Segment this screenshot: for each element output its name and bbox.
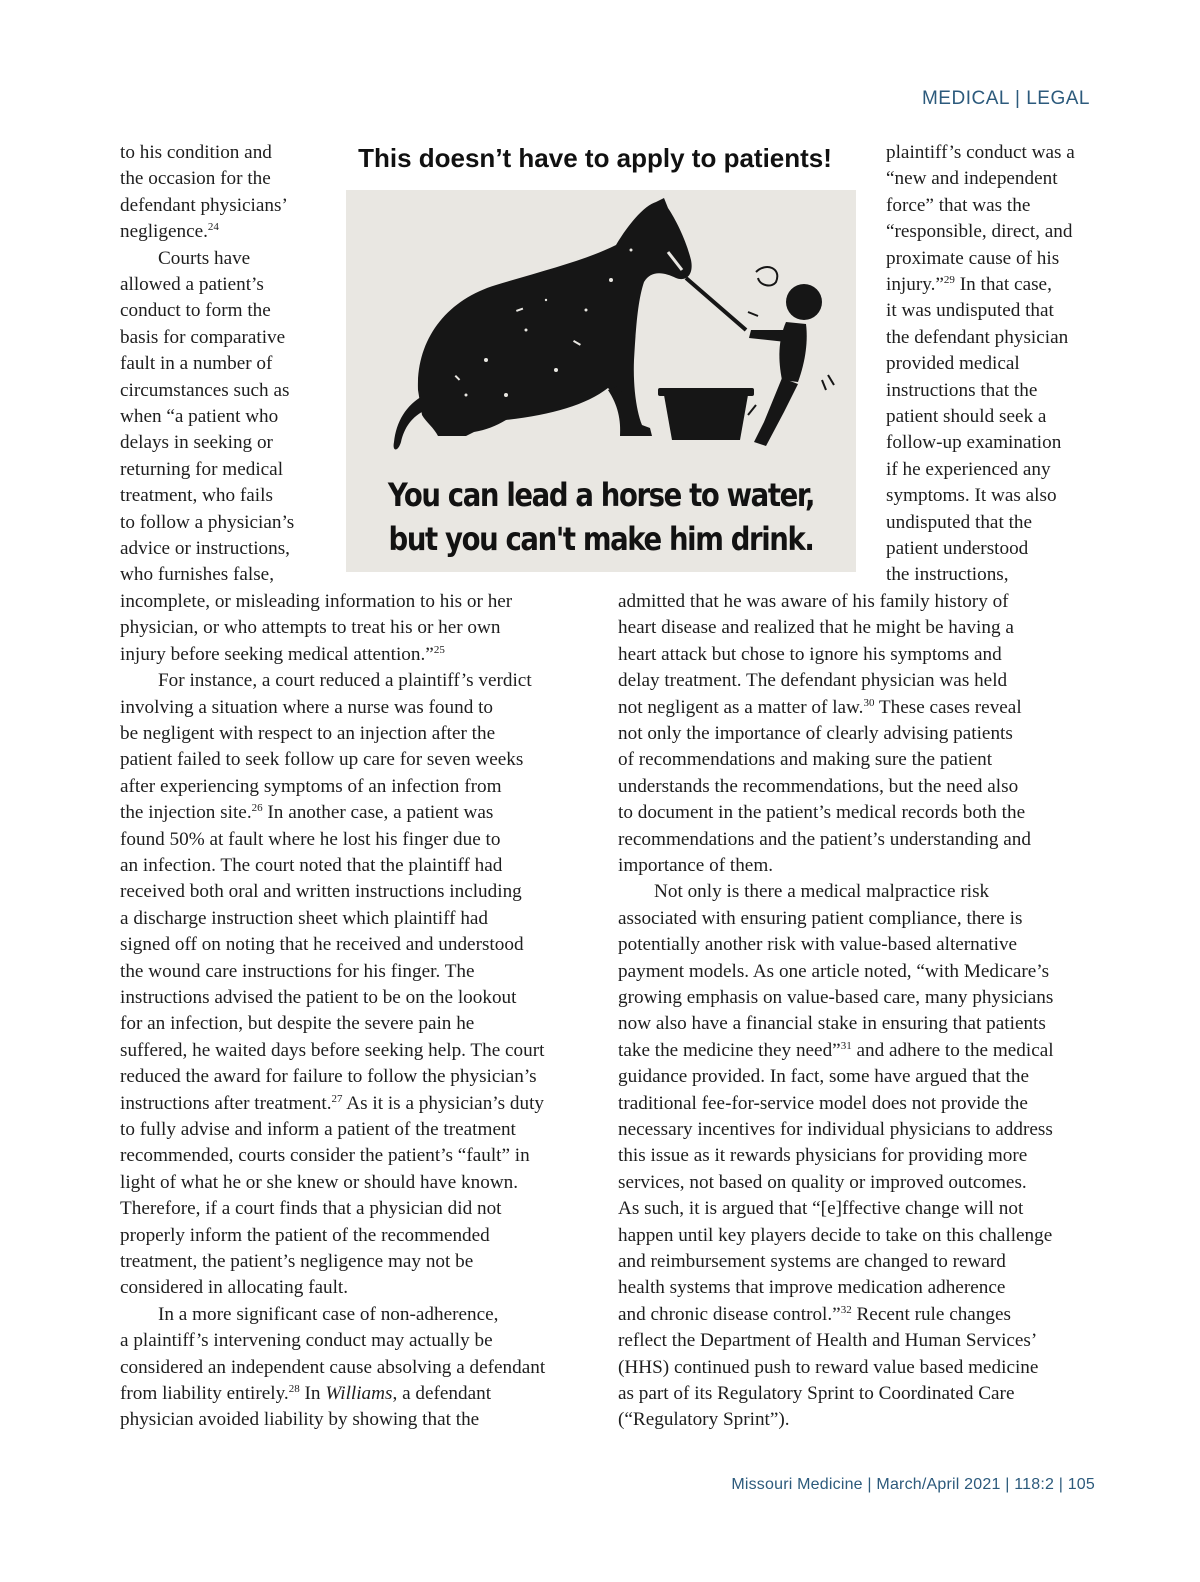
footnote-ref: 32 [840, 1303, 852, 1316]
text-line: the defendant physician [886, 326, 1069, 348]
horse-illustration [346, 190, 856, 572]
text-line: to fully advise and inform a patient of the treatment [120, 1119, 516, 1140]
bucket [664, 395, 748, 440]
text-line: necessary incentives for individual physicians to address [618, 1119, 1053, 1140]
text-line [120, 642, 445, 668]
text-line: fault in a number of [120, 353, 273, 375]
text-line: growing emphasis on value-based care, many physicians [618, 987, 1054, 1008]
text-line: a discharge instruction sheet which plaintiff had [120, 907, 489, 929]
text-line: follow-up examination [886, 432, 1062, 454]
text-line: undisputed that the [886, 511, 1033, 533]
person-figure [749, 284, 822, 446]
text-line: As such, it is argued that “[e]ffective change will not [618, 1198, 1024, 1220]
figure-title: This doesn’t have to apply to patients! [358, 143, 832, 173]
right-column-top [886, 140, 1096, 590]
figure-image [346, 190, 856, 572]
text-line [618, 1038, 1054, 1064]
text-line: patient understood [886, 538, 1029, 559]
text-span: and adhere to the medical [851, 1039, 1054, 1061]
text-line: potentially another risk with value-based alternative [618, 934, 1018, 956]
text-line: symptoms. It was also [886, 485, 1057, 507]
text-line: happen until key players decide to take on this challenge [618, 1224, 1053, 1246]
text-line: force” that was the [886, 194, 1031, 216]
text-line: patient should seek a [886, 406, 1047, 427]
text-line: an infection. The court noted that the plaintiff had [120, 855, 503, 876]
text-span: , a defendant [392, 1383, 492, 1404]
footnote-ref: 30 [863, 696, 875, 709]
caption-line-1: You can lead a horse to water, [387, 477, 815, 515]
text-line: (“Regulatory Sprint”). [618, 1409, 790, 1431]
text-line: services, not based on quality or improved outcomes. [618, 1171, 1027, 1193]
right-column [618, 589, 1098, 1439]
text-line: reflect the Department of Health and Human Services’ [618, 1330, 1038, 1352]
case-name: Williams [325, 1383, 393, 1404]
footnote-ref: 29 [943, 274, 955, 286]
footnote-ref: 26 [251, 802, 263, 815]
text-line: delay treatment. The defendant physician was held [618, 670, 1008, 692]
text-line: the occasion for the [120, 168, 271, 190]
text-line: delays in seeking or [120, 432, 273, 454]
text-line: considered in allocating fault. [120, 1277, 349, 1299]
text-line: as part of its Regulatory Sprint to Coordinated Care [618, 1383, 1015, 1404]
text-line: instructions advised the patient to be on the lookout [120, 987, 517, 1008]
footnote-ref: 25 [433, 643, 445, 656]
text-line: signed off on noting that he received and understood [120, 934, 524, 956]
text-line: of recommendations and making sure the patient [618, 749, 993, 771]
text-span: These cases reveal [874, 696, 1022, 718]
text-line: circumstances such as [120, 379, 290, 401]
text-line: not only the importance of clearly advising patients [618, 723, 1013, 744]
text-line: admitted that he was aware of his family history of [618, 591, 1009, 612]
text-line: it was undisputed that [886, 300, 1054, 322]
text-line: advice or instructions, [120, 538, 290, 559]
text-span: In [299, 1383, 326, 1404]
text-line: treatment, who fails [120, 485, 273, 507]
text-line: recommendations and the patient’s understanding and [618, 828, 1031, 850]
text-line: and reimbursement systems are changed to reward [618, 1251, 1006, 1272]
text-line: guidance provided. In fact, some have argued that the [618, 1066, 1029, 1088]
text-line: if he experienced any [886, 458, 1051, 480]
caption-line-2: but you can't make him drink. [388, 521, 814, 559]
text-line: the instructions, [886, 564, 1009, 586]
text-line: a plaintiff’s intervening conduct may actually be [120, 1330, 493, 1352]
text-span: In that case, [954, 274, 1052, 295]
text-line: suffered, he waited days before seeking help. The court [120, 1039, 545, 1061]
text-line: traditional fee-for-service model does not provide the [618, 1092, 1028, 1114]
text-line: recommended, courts consider the patient’s “fault” in [120, 1145, 530, 1167]
horse-tail [394, 395, 426, 450]
text-line: “new and independent [886, 168, 1058, 190]
text-line [120, 219, 219, 245]
text-span: In another case, a patient was [262, 802, 494, 824]
text-span: injury before seeking medical attention.” [120, 643, 434, 665]
text-line: who furnishes false, [120, 564, 274, 586]
text-line: provided medical [886, 353, 1020, 375]
text-line: involving a situation where a nurse was found to [120, 696, 494, 718]
text-line [120, 1091, 544, 1117]
footnote-ref: 31 [840, 1039, 852, 1052]
footnote-ref: 24 [207, 221, 219, 234]
text-line: proximate cause of his [886, 247, 1060, 269]
text-line: reduced the award for failure to follow the physician’s [120, 1066, 537, 1088]
text-line: plaintiff’s conduct was a [886, 142, 1075, 163]
text-line: to his condition and [120, 142, 272, 163]
text-span: As it is a physician’s duty [342, 1092, 544, 1114]
section-header: MEDICAL | LEGAL [921, 88, 1090, 109]
text-line: defendant physicians’ [120, 194, 288, 216]
left-column-top [120, 140, 320, 590]
text-line: found 50% at fault where he lost his finger due to [120, 828, 501, 850]
footnote-ref: 28 [288, 1383, 300, 1395]
text-line: now also have a financial stake in ensuring that patients [618, 1013, 1046, 1035]
page-footer: Missouri Medicine | March/April 2021 | 118:2 | 105 [731, 1476, 1095, 1493]
text-line: In a more significant case of non-adherence, [158, 1303, 499, 1325]
text-span: and chronic disease control.” [618, 1303, 841, 1325]
text-line: this issue as it rewards physicians for providing more [618, 1145, 1028, 1167]
text-line: heart attack but chose to ignore his symptoms and [618, 643, 1002, 665]
text-line [120, 800, 493, 826]
text-line: associated with ensuring patient compliance, there is [618, 907, 1023, 929]
text-line: instructions that the [886, 379, 1038, 401]
text-line: when “a patient who [120, 406, 279, 427]
text-line: to follow a physician’s [120, 511, 295, 533]
text-line: returning for medical [120, 458, 284, 480]
text-line: incomplete, or misleading information to his or her [120, 591, 513, 612]
text-span: instructions after treatment. [120, 1092, 332, 1114]
text-line: light of what he or she knew or should have known. [120, 1171, 519, 1193]
text-line: received both oral and written instructions including [120, 881, 522, 903]
footnote-ref: 27 [331, 1092, 343, 1105]
text-line: the wound care instructions for his finger. The [120, 960, 475, 982]
frustration-swirl [756, 267, 777, 285]
text-line [618, 1302, 1011, 1328]
text-line: after experiencing symptoms of an infection from [120, 775, 502, 797]
text-line: heart disease and realized that he might be having a [618, 617, 1014, 639]
text-line: considered an independent cause absolving a defendant [120, 1356, 546, 1378]
text-line: be negligent with respect to an injection after the [120, 723, 496, 744]
text-line: For instance, a court reduced a plaintiff’s verdict [158, 670, 532, 692]
text-line: understands the recommendations, but the need also [618, 775, 1019, 797]
text-span: injury.” [886, 274, 944, 295]
text-span: Recent rule changes [851, 1303, 1011, 1325]
text-line: Therefore, if a court finds that a physician did not [120, 1198, 502, 1220]
text-line: properly inform the patient of the recommended [120, 1224, 490, 1246]
text-span: not negligent as a matter of law. [618, 696, 864, 718]
text-span: from liability entirely. [120, 1383, 289, 1404]
text-line: patient failed to seek follow up care for seven weeks [120, 749, 524, 771]
text-line: physician, or who attempts to treat his or her own [120, 617, 501, 639]
text-line: importance of them. [618, 855, 774, 876]
text-line: physician avoided liability by showing that the [120, 1409, 480, 1431]
text-span: take the medicine they need” [618, 1039, 841, 1061]
text-line [886, 272, 1052, 298]
text-line: for an infection, but despite the severe pain he [120, 1013, 475, 1035]
text-line: treatment, the patient’s negligence may not be [120, 1251, 474, 1272]
text-line: conduct to form the [120, 300, 271, 322]
text-line [618, 695, 1022, 721]
left-column [120, 589, 600, 1439]
text-line [120, 1381, 491, 1407]
text-line: payment models. As one article noted, “with Medicare’s [618, 960, 1050, 982]
text-line: health systems that improve medication adherence [618, 1277, 1006, 1299]
text-line: (HHS) continued push to reward value based medicine [618, 1356, 1039, 1378]
text-span: the injection site. [120, 802, 252, 824]
text-line: to document in the patient’s medical records both the [618, 802, 1026, 824]
text-span: negligence. [120, 221, 208, 243]
text-line: Not only is there a medical malpractice risk [654, 881, 990, 903]
horse-body [418, 198, 692, 436]
text-line: allowed a patient’s [120, 274, 264, 295]
text-line: Courts have [158, 247, 251, 269]
text-line: “responsible, direct, and [886, 221, 1073, 243]
rope [686, 278, 746, 330]
text-line: basis for comparative [120, 326, 286, 348]
